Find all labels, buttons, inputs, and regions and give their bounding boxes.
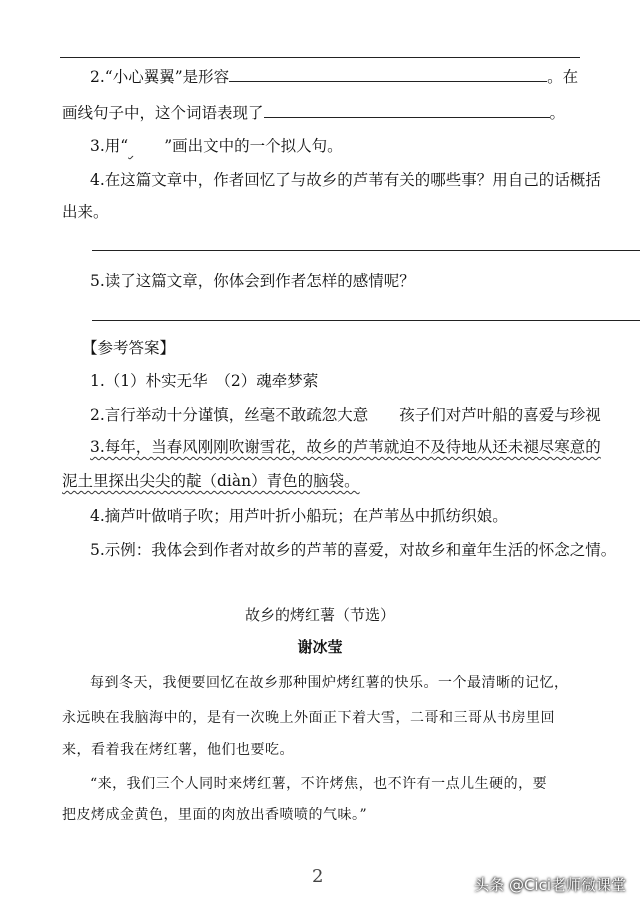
paragraph-1-line1: 每到冬天，我便要回忆在故乡那种围炉烤红薯的快乐。一个最清晰的记忆， (90, 675, 569, 691)
question-2-text: 2.“小心翼翼”是形容 (90, 68, 230, 86)
wavy-line-sample (128, 135, 164, 157)
answer-blank[interactable] (229, 67, 547, 82)
answer-blank[interactable] (264, 103, 550, 118)
passage-title: 故乡的烤红薯（节选） (244, 606, 395, 624)
answer-line-q5[interactable] (92, 320, 640, 321)
answer-5: 5.示例：我体会到作者对故乡的芦苇的喜爱，对故乡和童年生活的怀念之情。 (90, 541, 617, 559)
answer-3-line2: 泥土里探出尖尖的靛（diàn）青色的脑袋。 (62, 472, 360, 490)
top-rule (60, 57, 580, 58)
question-2-line2: 画线句子中，这个词语表现了 。 (62, 104, 566, 122)
page-number: 2 (312, 866, 324, 887)
watermark: 头条 @Cici老师微课堂 (474, 876, 626, 894)
question-3: 3.用“ ”画出文中的一个拟人句。 (90, 137, 343, 155)
paragraph-2-line2: 把皮烤成金黄色，里面的肉放出香喷喷的气味。” (62, 807, 368, 823)
answer-4: 4.摘芦叶做哨子吹；用芦叶折小船玩；在芦苇丛中抓纺织娘。 (90, 507, 508, 525)
paragraph-1-line2: 永远映在我脑海中的，是有一次晚上外面正下着大雪，二哥和三哥从书房里回 (62, 710, 555, 726)
question-2-line1: 2.“小心翼翼”是形容 。在 (90, 68, 579, 86)
paragraph-2-line1: “来，我们三个人同时来烤红薯，不许烤焦，也不许有一点儿生硬的，要 (90, 776, 548, 792)
answer-2: 2.言行举动十分谨慎，丝毫不敢疏忽大意 孩子们对芦叶船的喜爱与珍视 (90, 406, 601, 424)
question-4-line1: 4.在这篇文章中，作者回忆了与故乡的芦苇有关的哪些事？用自己的话概括 (90, 171, 601, 189)
answer-1: 1.（1）朴实无华 （2）魂牵梦萦 (90, 372, 319, 390)
passage-author: 谢冰莹 (297, 638, 343, 656)
answer-line-q4[interactable] (92, 250, 640, 251)
question-5: 5.读了这篇文章，你体会到作者怎样的感情呢？ (90, 272, 415, 290)
paragraph-1-line3: 来，看着我在烤红薯，他们也要吃。 (62, 742, 294, 758)
answer-3-line1: 3.每年，当春风刚刚吹谢雪花，故乡的芦苇就迫不及待地从还未褪尽寒意的 (90, 438, 601, 456)
answers-heading: 【参考答案】 (82, 339, 176, 357)
question-4-line2: 出来。 (62, 203, 109, 221)
